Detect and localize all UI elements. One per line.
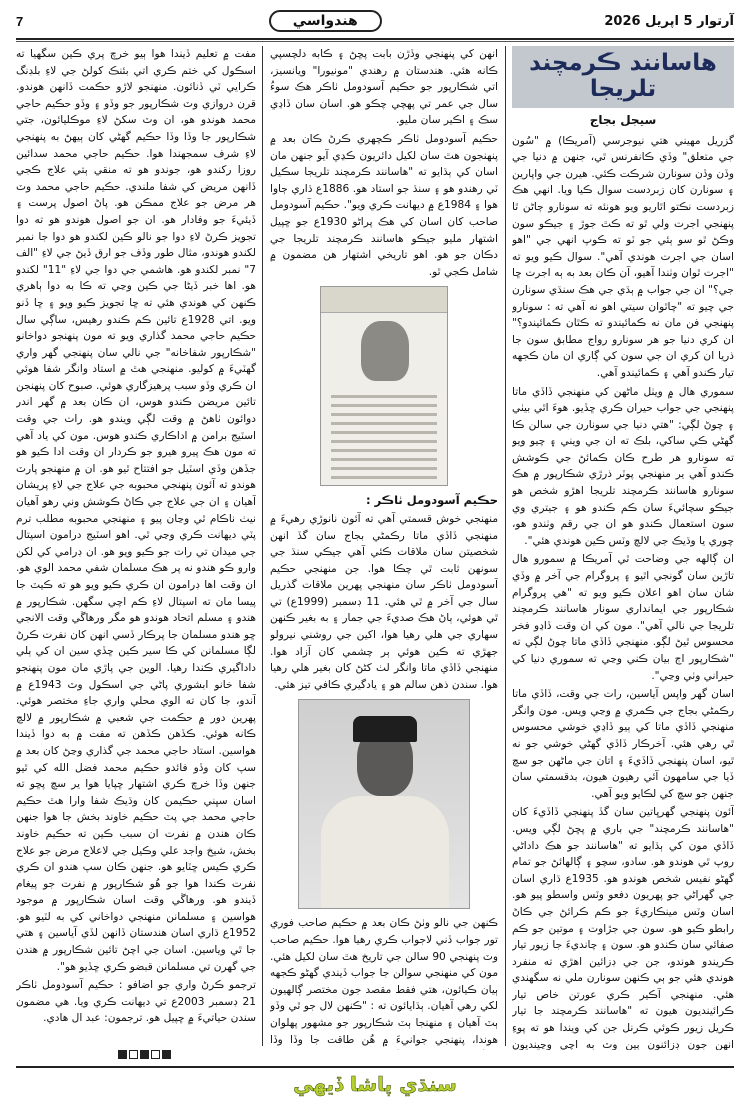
column-divider <box>262 46 263 1046</box>
page-header <box>16 6 734 36</box>
hakim-portrait-photo <box>298 699 470 909</box>
body-paragraph: اسان گهر واپس آياسين، رات جي وقت، ڏاڏي ماتا رڪمڻي بجاج جي ڪمري ۾ وڃي ويس. مون وانگر منهنجي ڏاڏي ماتا کي ٻيو ڏاڍي خوشي محسوس ٿي رهي هئي. آخرڪار ڏاڏي گهڻي خوشي جو نه ٿيو، اسان پنهنجي ڏاڏيءَ ۽ اتان جي ماڻهن جو سچ ڏيا جي سامهون آئي رهيون هيون، بدقسمتي سان جنهن جو سچ کي لڪايو ويو آهي. <box>512 688 734 800</box>
body-paragraph: مفت ۾ تعليم ڏيندا هوا ٻيو خرچ پري ڪين سگهيا ته اسڪول کي ختم ڪري اتي بئنڪ کولڻ جي لاءِ بلڊنگ ڪرايي ٽي ڏنائون. منهنجو لاڙو حڪمت ڏانهن هوندو. قرن دروازي وٽ شڪارپور جو وڏو ۽ وڏو حڪيم حاجي محمد هوندو هو، ان وٽ سکڻ لاءِ موڪليائون، جتي شڪارپور جا وڏا وڏا حڪيم گهڻي کان ٻيهڻ به پنهنجي لاءِ شرف سمجهندا هوا. حڪيم حاجي محمد سدائين روزا رکندو هو، جوندو هو ته منقي ٻتي علاج ڪجي ڏانهن مريض کي شفا ملندي. حڪيم حاجي محمد وٽ هر مرض جو علاج ممڪن هو. پاڻ اصول پرست ۽ ڏيئيءَ جو وفادار هو. ان جو اصول هوندو هو ته دوا تجويز ڪرڻ لاءِ دوا جو نالو ڪين لکندو هو دوا جا نمبر لکندو هوندو، مثال طور وڏف جو ارق ڏيڻ جي لاءِ "الف 7" نمبر لکندو هو. هاشمي جي دوا جي لاءِ "11" لکندو هو. اها خبر ڏيڻا جي ڪين وڃي ته ڪا به دوا ٻاهري ڪنهن کي هوندي هئي ته ڇا تجويز ڪيو ويو ۽ ڇا ڏنو ويو. اتي 1928ع تائين ڪم ڪندو رهيس، ساڳي سال حڪيم حاجي محمد گذاري ويو ته مون پنهنجو دواخانو "شڪارپور شفاخانه" جي نالي سان پنهنجي گهر واري گهٽيءَ ۾ کوليو. منهنجي هٿ ۾ استاد وانگر شفا هوئي ان ڪري وڏو سبب پرهيزگاري هوئي. صبوح کان پنهنجن تائين مريضن ڪندو هوس، ان ڪان بعد ۾ گهر اندر دوائون ٺاهڻ ۾ وقت لڳي ويندو هو. رات جي وقت اسٽيج برامن ۾ اداڪاري ڪندو هوس. مون کي ياد آهي ته مون هڪ پيرو هيرو جو ڪردار ان وقت ادا ڪيو هو جڏهن وڏي اسٽيل جو افتتاح ٿيو هو. ان ۾ منهنجو پارٽ هوندو ته آئون پنهنجي محبوبه جي علاج جي لاءِ پريشان آهيان ۽ ان جي علاج جي ڪاڻ ڪوشش وني رهو آهيان نيٺ ناڪام ٿي وڃان پيو ۽ منهنجي محبوبه مطلب ترم پٽي ديهانت ڪري وڃي ٿي. اهو اسٽيج درامون اسپتال جي ميدان تي رات جو ڪيو ويو هو. ان ڊرامي کي لکن وارو ڪو هندو نه پر هڪ مسلمان شفي محمد الوي هو. ان وقت اها ڊرامون ان ڪري ڪيو ويو هو ته ڪيٽ جا پيسا مان ته اسپتال لاءِ ڪم اچي سگهن. شڪارپور ۾ هندو ۽ مسلم اتحاد هوندو هو مگر ورهاڱي وقت الانجي ڇو هندو مسلمان جا پرڪار ڏسي انهن کان نفرت ڪرڻ لڳا مسلمانن کي ڪا سير ڪين ڇڏي سين ان کي ٻلي داداگيري ڪندا رهيا. الوين جي پاڙي مان مون پنهنجو شفا خانو ابشوري پاڻي جي اسڪول وٽ 1943ع ۾ آندو، جا کان ته الوي محلي واري جاءِ مختصر هوئي. پهرين دور ۾ حڪمت جي شعبي ۾ شڪارپور ۾ لالچ ڪانه هوئي. ڪڏهن ڪڏهن ته مفت ۾ به دوا ڏيندا هواسين. استاد حاجي محمد جي گذاري وڃڻ کان بعد ۾ سپ کان وڏو فائدو حڪيم محمد فضل الله کي ٿيو جنهن وڏا خرچ ڪري اشتهار ڇپايا هوا ير سچ پڇو ته اسان سڀني حڪيمن کان وڌيڪ شفا وارا هٿ حڪيم حاجي محمد جي پٽ حڪيم خاوند بخش جا هوا جنهن ڪان هندن ۾ نفرت ان سبب ڪين ته حڪيم خاوند بخش، شيخ واجد علي وڪيل جي لاعلاج مرض جو علاج ڪري ڪيس ڇٽايو هو. جنهن ڪان سپ هندو ان ڪري نفرت ڪندا هوا جو هُو شڪارپور ۾ نفرت جو پيغام ڏيندو هو. ورهاڱي وقت اسان شڪارپور ۾ موجود هواسين ۽ مسلمانن منهنجي دواخاني کي به لٽيو هو. 1952ع ڌاري اسان هندستان ڏانهن لڏي آياسين ۽ هتي جا ٿي وياسين. اسان جي اچڻ تائين شڪارپور ۾ هندن جي گهرن تي مسلمانن قبضو ڪري ڇڏيو هو". <box>16 48 256 973</box>
advertisement-header-strip <box>321 287 447 313</box>
header-rule-thin <box>16 41 734 42</box>
advertisement-portrait <box>361 321 409 381</box>
body-paragraph: ڪنهن جي نالو وٺڻ ڪان بعد ۾ حڪيم صاحب فوري تور جواب ڏني لاجواب ڪري رهيا هوا. حڪيم صاحب وٽ پنهنجي 90 سالن جي تاريخ هٿ سان لکيل هئي. مون کي منهنجي سوالن جا جواب ڏيندي گهڻو ڪجهه ٻيان ڪيائون، هتي فقط مقصد جون مختصر ڳالهيون لکي رهي آهيان. ٻڌايائون ته : "ڪنهن لال جو ٿي وڏو ٻٽ آهيان ۽ منهنجا ٻٽ شڪارپور جو مشهور پهلوان هوندا، پنهنجي جوانيءَ ۾ هُن طاقت جا وڏا وڏا <box>270 917 498 1046</box>
article-title: هاسانند ڪرمچند تلريجا <box>512 46 734 108</box>
translator-note: ترجمو ڪرڻ واري جو اضافو : حڪيم آسودومل ٺاڪر 21 ڊسمبر 2003ع تي ديهانت ڪري ويا. هي مضمون سندن حياتيءَ ۾ ڇپيل هو. ترجمون: عبد ال هادي. <box>16 979 256 1025</box>
body-paragraph: آئون پنهنجي گهرڀاتين سان گڏ پنهنجي ڏاڏيءَ کان "هاسانند ڪرمچند" جي باري ۾ پڇڻ لڳي ويس. ڏاڏي مون کي ٻڌايو ته "هاسانند جو هڪ داداڻي روپ ٿي هوندو هو. سادو، سچو ۽ ڳالهائڻ جو تمام گهڻو نفيس شخص هوندو هو. 1935ع ڌاري اسان جي گهراڻي جو پهريون دفعو وٽس واسطو پيو هو. اسان وٽس مينڪاريءَ جو ڪم ڪرائڻ جي ڪاڻ رابطو ڪيو هو. سون جي جڙاوت ۽ موتين جو ڪم صفائي سان ڪندو هو. سون ۽ چانديءَ جا زيور تيار ڪريندو هوندو، جن جي ڊزائين اهڙي ته منفرد هوندي هئي جو ٻي ڪنهن سونارن ملي نه سگهندي هئي. منهنجي آڪير ڪري عورتن خاص تيار ڪرائينديون هيون ته "هاسانند ڪرمچند جا تيار ڪريل زيور ڪوئي ڪرنل جن کي ويندا هو ته پوءِ انهن جون ڊزائنون ٻين وٽ به اچي وڃينديون <box>512 806 734 1050</box>
page-number: 7 <box>16 13 24 29</box>
body-paragraph: انهن کي پنهنجي وڏڙن بابت پڇڻ ۽ ڪابه دلچسپي ڪانه هئي. هندستان ۾ رهندي "مونيورا" ويانسيز، اتي شڪارپور جو حڪيم آسودومل ٺاڪر هڪ سوءُ سال جي عمر تي پهچي چڪو هو. اسان سان ڏاڍي سڪ ۽ اڪير سان مليو. <box>270 48 498 127</box>
newspaper-brand: هندواسي <box>269 10 382 32</box>
portrait-cap <box>353 716 417 742</box>
body-paragraph: سموري هال ۾ ويٺل ماڻهن کي منهنجي ڏاڏي ماتا پنهنجي جي جواب حيران ڪري ڇڏيو. هوءَ اٿي بيٺي ۽ چوڻ لڳي: "هتي دنيا جي سونارن جي سالن ڪا گهڻي ڪي ساکي، بلڪ ته ان جي ويني ۽ چيو ويو ته سونارو هر طرح ڪان ڪمائڻ جي ڪوشش ڪندو آهي ير منهنجي پوٽر ذرڙي شڪارپور ۾ هڪ سونارو هاسانند ڪرمچند تلريجا اهڙو شخص هو جيڪو سچائيءَ سان ڪم ڪندو هو ۽ جيتري وي سون استعمال ڪندو هو ان جي رقم وٺندو هو، چوري يا وڌيڪ جي لالچ وٽس ڪين هوندي هئي". <box>512 385 734 547</box>
body-paragraph: حڪيم آسودومل ٺاڪر ڪچهري ڪرڻ ڪان بعد ۾ پنهنجون هٿ سان لکيل دائريون ڪڍي آيو جنهن مان اسان کي ٻڌايو ته "هاسانند ڪرمچند تلريجا سڪيل ٽي رهندو هو ۽ سنڌ جو استاد هو. 1886ع ڌاري ڄاوا هوا ۽ 1984ع ۾ ديهانت ڪري ويو". حڪيم آسودومل صاحب کان اسان کي هڪ پراڻو 1930ع جو ڇپيل اشتهار مليو جيڪو هاسانند ڪرمچند تلريجا جي دڪان جو هو. اهو تاريخي اشتهار هن مضمون ۾ شامل ڪجي ٿو. <box>270 132 498 278</box>
historic-advertisement-image <box>320 286 448 486</box>
column-left <box>16 46 256 1050</box>
column-divider <box>505 46 506 1046</box>
footer-title: سنڌي پاشا ڏيهي <box>293 1072 457 1096</box>
article-byline: سيجل بجاج <box>589 113 657 127</box>
column-middle <box>270 46 498 1050</box>
end-mark-icon <box>118 1050 171 1059</box>
header-rule <box>16 38 734 40</box>
issue-date: آرتوار 5 اپريل 2026 <box>604 13 734 29</box>
body-paragraph: ان ڳالهه جي وضاحت ٿي آمريڪا ۾ سمورو هال تاڙين سان گونجي اٿيو ۽ پروگرام جي آخر ۾ وڏي شان سان اهو اعلان ڪيو ويو ته "هي پروگرام شڪارپور جي ايمانداري سونار هاسانند ڪرمچند تلريجا جي نالي آهي". مون کي ان وقت ڏاڍو فخر محسوس ٿيڻ لڳو. منهنجي ڏاڏي ماتا چوڻ لڳي ته "شڪارپور اڄ بيان ڪني وڃي ته سموري دنيا کي حيراني وٺي وڃي". <box>512 553 734 682</box>
section-heading: حڪيم آسودومل ٺاڪر : <box>366 493 498 508</box>
column-right <box>512 46 734 1050</box>
page-footer <box>16 1066 734 1100</box>
body-paragraph: منهنجي خوش قسمتي آهي ته آئون نانوڙي رهيءَ ۾ منهنجي ڏاڏي ماتا رڪمڻي بجاج سان گڏ انهن شخصيتن سان ملاقات ڪئي آهي جيڪي سنڌ جي سونهن ثابت ٿي چڪا هوا. جن منهنجي حڪيم آسودومل ٺاڪر سان منهنجي پهرين ملاقات گذريل سال جي آخر ۾ ٿي هئي. 11 ڊسمبر (1999ع) تي ٿي هوئي، ٻاڻ هڪ صديءَ جي جمار ۽ به بغير ڪنهن سهاري جي هلي رهيا هوا، اکين جي روشني نيرولو جهڙي ته ڪين هوئي ٻر چشمي کان آزاد هوا. منهنجي ڏاڏي ماتا وانگر لٺ کڻڻ کان بغير هلي رهيا هوا. سندن ذهن سالم هو ۽ يادگيري ڪافي تيز هئي. <box>270 512 498 691</box>
advertisement-text-lines <box>331 395 437 485</box>
portrait-body <box>321 796 449 909</box>
body-paragraph: گزريل مهيني هتي نيوجرسي (آمريڪا) ۾ "سُون جي متعلق" وڏي ڪانفرنس ٿي، جنهن ۾ دنيا جي وڏن وڏن سونارن شرڪت ڪئي. هيرن جي واپارين ۽ سونارن کان زبردست سوال ڪيا ويا. انهي هڪ زبردست نڪتو اٿاريو ويو هونئه ته سونارو ڄاڻن ٿا پنهنجي اجرت ولي ٿو ته ڪٿ جوڙ ۽ جيڪو سون وڪڻ ٿو سو ٻئي جو ٽو ته ڪوپ انهي جي "اهو اسان جي اجرت هوندي آهي". سوال ڪيو ويو ته "اجرت ٿوان وٺندا آهيو، آن ڪان بعد به ٻه اجرت ڇا جي؟" ان جي جواب ۾ ٻڌي جي هڪ سنڌي سونارن جي چيو ته "چاٿوان سيتي اهو نه آهي ته : سونارو پنهنجي فن مان نه ڪمائيندو ته ڪٿان ڪمائيندو؟" ان کري دنيا جو هر سونارو رواج مطابق سون جا ذريا ان کري ان جي سون کي ڳاري ان مان ڪجهه تيار ڪندو آهي ۽ ڪمائيندو آهي. <box>512 134 734 379</box>
